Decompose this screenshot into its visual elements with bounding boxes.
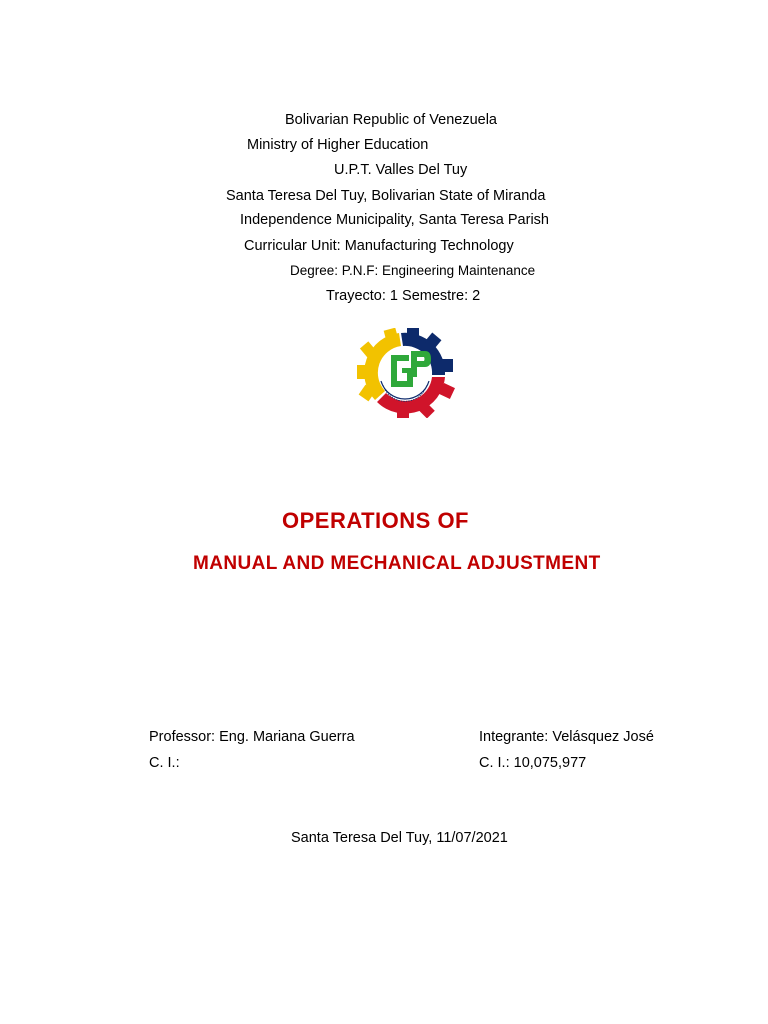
header-country: Bolivarian Republic of Venezuela: [285, 112, 497, 128]
document-title-line-1: OPERATIONS OF: [282, 508, 469, 533]
header-degree: Degree: P.N.F: Engineering Maintenance: [290, 263, 536, 278]
professor-name: Professor: Eng. Mariana Guerra: [149, 729, 355, 745]
header-trayecto: Trayecto: 1 Semestre: 2: [326, 288, 481, 304]
student-name: Integrante: Velásquez José: [479, 729, 654, 745]
header-ministry: Ministry of Higher Education: [247, 137, 429, 153]
gear-logo-icon: [354, 328, 456, 418]
professor-ci: C. I.:: [149, 755, 180, 771]
footer-place-date: Santa Teresa Del Tuy, 11/07/2021: [291, 830, 508, 846]
header-municipality: Independence Municipality, Santa Teresa Parish: [240, 212, 549, 228]
document-title-line-2: MANUAL AND MECHANICAL ADJUSTMENT: [193, 553, 601, 574]
header-location: Santa Teresa Del Tuy, Bolivarian State of Miranda: [226, 188, 546, 204]
header-curricular-unit: Curricular Unit: Manufacturing Technology: [244, 238, 514, 254]
header-institution: U.P.T. Valles Del Tuy: [334, 162, 468, 178]
student-ci: C. I.: 10,075,977: [479, 755, 587, 771]
